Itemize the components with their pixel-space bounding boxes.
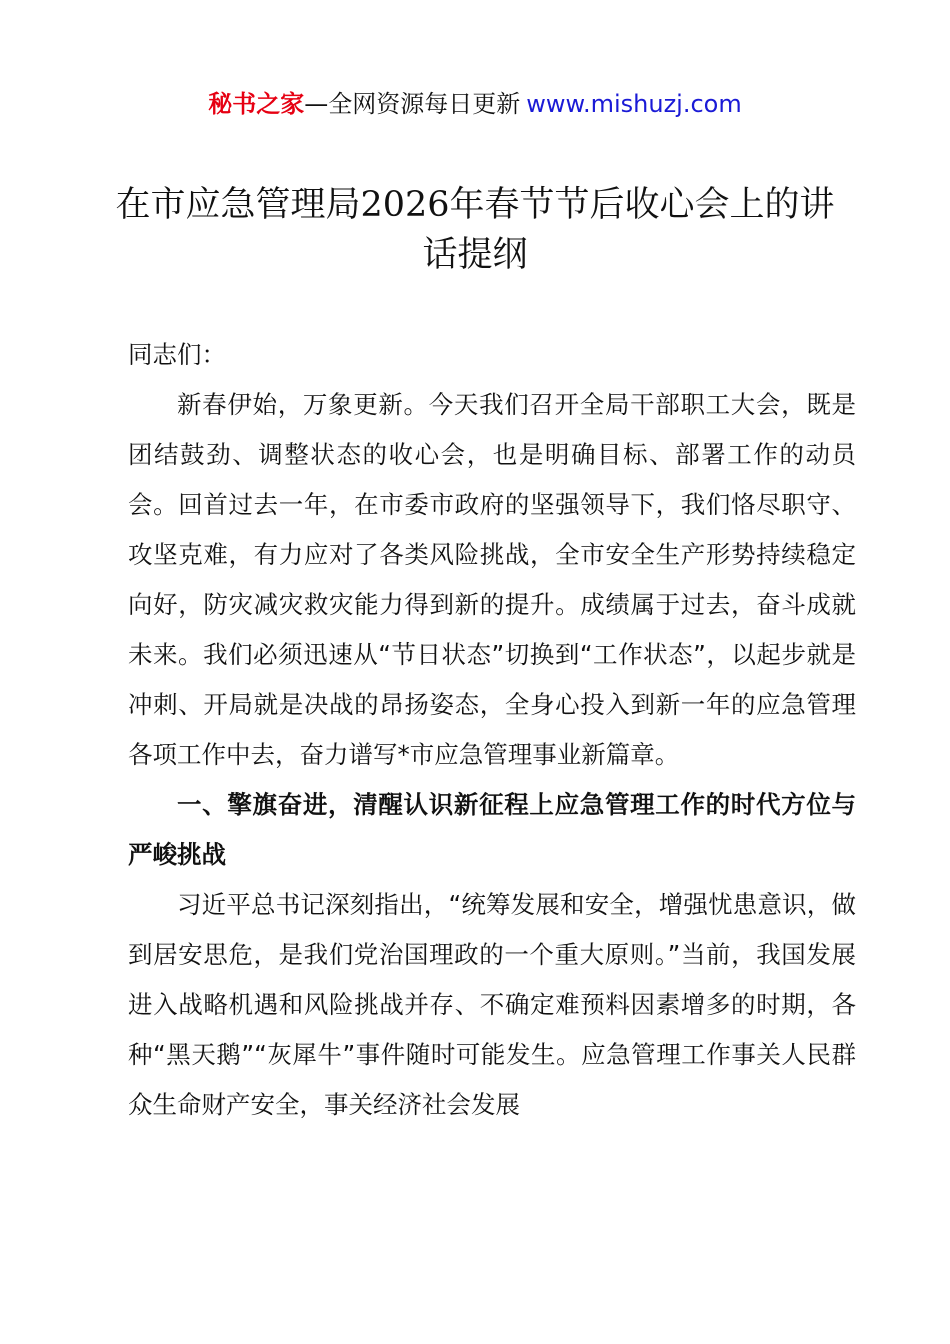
- section-heading-1: 一、擎旗奋进，清醒认识新征程上应急管理工作的时代方位与严峻挑战: [128, 790, 856, 869]
- brand-name: 秘书之家: [208, 90, 305, 118]
- document-title: 在市应急管理局2026年春节节后收心会上的讲话提纲: [115, 185, 835, 275]
- paragraph-intro: 新春伊始，万象更新。今天我们召开全局干部职工大会，既是团结鼓劲、调整状态的收心会，也是明确目标、部署工作的动员会。回首过去一年，在市委市政府的坚强领导下，我们恪尽职守、攻坚克难，有力应对了各类风险挑战，全市安全生产形势持续稳定向好，防灾减灾救灾能力得到新的提升。成绩属于过去，奋斗成就未来。我们必须迅速从“节日状态”切换到“工作状态”，以起步就是冲刺、开局就是决战的昂扬姿态，全身心投入到新一年的应急管理各项工作中去，奋力谱写*市应急管理事业新篇章。: [128, 390, 856, 769]
- salutation: 同志们：: [128, 340, 226, 369]
- paragraph-section-1: 习近平总书记深刻指出，“统筹发展和安全，增强忧患意识，做到居安思危，是我们党治国理政的一个重大原则。”当前，我国发展进入战略机遇和风险挑战并存、不确定难预料因素增多的时期，各种“黑天鹅”“灰犀牛”事件随时可能发生。应急管理工作事关人民群众生命财产安全，事关经济社会发展: [128, 890, 856, 1119]
- site-url-link[interactable]: www.mishuzj.com: [526, 90, 742, 118]
- site-header: [0, 86, 950, 122]
- header-tagline: —全网资源每日更新: [304, 90, 521, 118]
- document-body: [128, 330, 856, 1130]
